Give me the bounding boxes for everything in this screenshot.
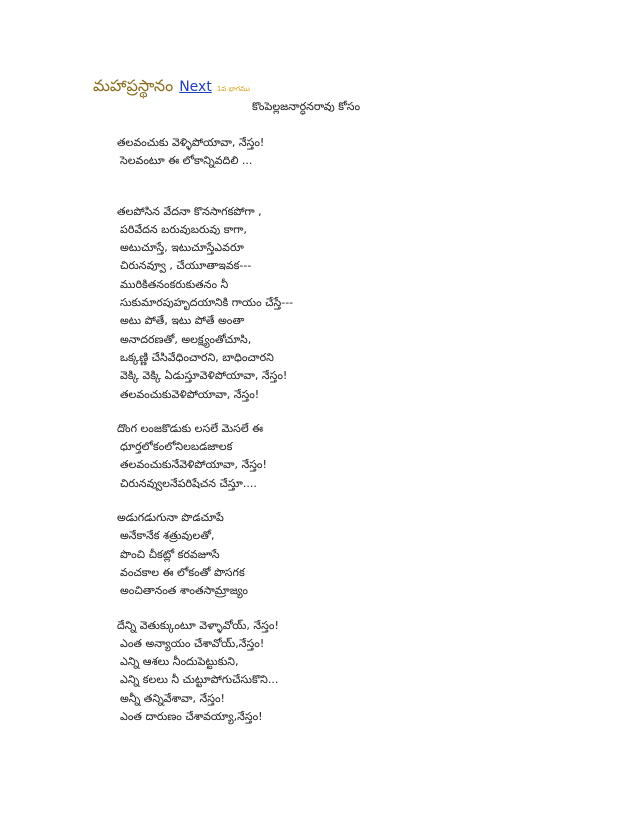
poem-line: సెలవంటూ ఈ లోకాన్నివదిలి ... xyxy=(120,154,253,168)
poem-line: వంచకాల ఈ లోకంతో పొసగక xyxy=(120,565,245,579)
poem-line: దొంగ లంజకొడుకు లసలే మెసలే ఈ xyxy=(117,421,264,435)
poem-line: ఎన్ని కలలు నీ చుట్టూపోగుచేసుకొని... xyxy=(120,673,279,687)
poem-line: ఎంత దారుణం చేశావయ్యా,నేస్తం! xyxy=(120,710,263,724)
poem-line: మురికితనంకరుకుతనం నీ xyxy=(120,277,229,291)
poem-line: ఒక్కణ్ణి చేసివేధించారని, బాధించారని xyxy=(120,350,274,364)
poem-line: అంచితానంత శాంతసామ్రాజ్యం xyxy=(120,584,248,598)
poem-line: దేన్ని వెతుక్కుంటూ వెళ్ళావోయ్, నేస్తం! xyxy=(117,618,279,632)
poem-body xyxy=(117,134,620,726)
poem-line: అనాదరణతో, అలక్ష్యంతోచూసి, xyxy=(120,332,252,346)
next-link[interactable]: Next xyxy=(179,79,212,95)
part-label: 1వ భాగము xyxy=(216,85,250,93)
site-title: మహాప్రస్థానం xyxy=(93,76,174,95)
poem-line: అన్నీ తన్నివేశావా, నేస్తం! xyxy=(120,691,225,705)
poem-line: అటు పోతే, ఇటు పోతే అంతా xyxy=(120,314,245,328)
poem-line: సుకుమారపుహృదయానికి గాయం చేస్తే--- xyxy=(120,296,294,310)
poem-line: తలపోసిన వేదనా కొనసాగకపోగా , xyxy=(117,204,262,218)
poem-line: పొంచి చీకట్లో కరవజూసే xyxy=(120,547,220,561)
poem-line: తలవంచుకువెళిపోయావా, నేస్తం! xyxy=(120,387,260,401)
stanza-5 xyxy=(117,617,620,727)
page-header xyxy=(93,76,250,99)
poem-line: చిరునవ్వూ , చేయూతాఇవక--- xyxy=(120,259,252,273)
poem-line: అటుచూస్తే, ఇటుచూస్తేఎవరూ xyxy=(120,241,244,255)
poem-line: వెక్కి వెక్కి ఏడుస్తూవెళిపోయావా, నేస్తం! xyxy=(120,369,288,383)
poem-line: చిరునవ్వులనేపరిషేచన చేస్తూ.... xyxy=(120,476,257,490)
poem-line: తలవంచుకునేవెళిపోయావా, నేస్తం! xyxy=(120,458,267,472)
poem-line: ధూర్తలోకంలోనిలబడజాలక xyxy=(120,440,233,454)
poem-line: తలవంచుకు వెళ్ళిపోయావా, నేస్తం! xyxy=(117,136,265,149)
poem-line: పరివేదన బరువుబరువు కాగా, xyxy=(120,222,247,236)
poem-line: అనేకానేక శత్రువులతో, xyxy=(120,529,215,543)
stanza-3 xyxy=(117,420,620,493)
dedication: కొంపెల్లజనార్ధనరావు కోసం xyxy=(252,100,361,113)
poem-line: ఎంత అన్యాయం చేశావోయ్,నేస్తం! xyxy=(120,636,265,650)
poem-line: ఎన్ని ఆశలు నీందుపెట్టుకుని, xyxy=(120,655,239,669)
stanza-2 xyxy=(117,203,620,404)
stanza-1 xyxy=(117,134,620,171)
stanza-4 xyxy=(117,509,620,600)
poem-line: అడుగడుగునా పొడచూపే xyxy=(117,511,224,525)
